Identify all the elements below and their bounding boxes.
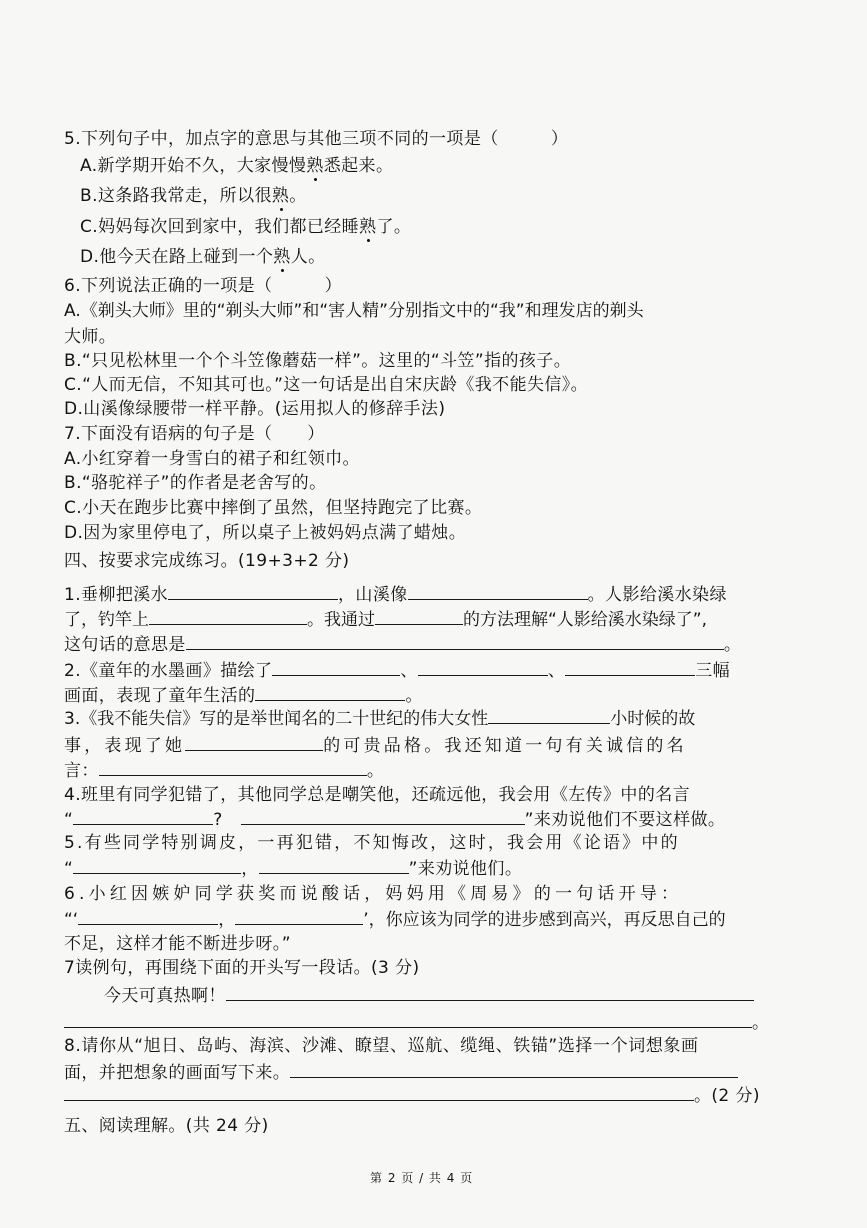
answer-blank[interactable] xyxy=(418,659,548,676)
s4-item8-line3: 。(2 分) xyxy=(64,1084,760,1107)
answer-blank[interactable] xyxy=(290,1061,738,1078)
q6-option-a: A.《剃头大师》里的“剃头大师”和“害人精”分别指文中的“我”和理发店的剃头 xyxy=(64,301,644,321)
q5-option-a: A.新学期开始不久，大家慢慢熟悉起来。 xyxy=(80,156,394,176)
answer-blank[interactable] xyxy=(73,857,241,874)
s4-item1-line2: 了，钓竿上 。我通过 的方法理解“人影给溪水染绿了”, xyxy=(64,610,708,630)
q6-option-a-cont: 大师。 xyxy=(64,327,117,347)
emphasis-dot-char: 熟 xyxy=(273,247,291,267)
s4-item1-line1: 1.垂柳把溪水 ，山溪像 。人影给溪水染绿 xyxy=(64,585,727,605)
answer-blank[interactable] xyxy=(565,659,695,676)
q7-option-b: B.“骆驼祥子”的作者是老舍写的。 xyxy=(64,473,327,493)
q6-option-b: B.“只见松林里一个个斗笠像蘑菇一样”。这里的“斗笠”指的孩子。 xyxy=(64,351,572,371)
answer-blank[interactable] xyxy=(64,1011,752,1028)
q7-stem: 7.下面没有语病的句子是（ ） xyxy=(64,424,325,444)
q5-option-d: D.他今天在路上碰到一个熟人。 xyxy=(80,247,326,267)
emphasis-dot-char: 熟 xyxy=(359,217,377,237)
q6-stem: 6.下列说法正确的一项是（ ） xyxy=(64,276,343,296)
q7-option-d: D.因为家里停电了，所以桌子上被妈妈点满了蜡烛。 xyxy=(64,523,467,543)
q6-option-d: D.山溪像绿腰带一样平静。(运用拟人的修辞手法) xyxy=(64,399,446,419)
s4-item7-prompt: 7读例句，再围绕下面的开头写一段话。(3 分) xyxy=(64,958,420,978)
answer-blank[interactable] xyxy=(64,1084,694,1101)
s4-item3-line3: 言： 。 xyxy=(64,761,385,781)
q5-option-c: C.妈妈每次回到家中，我们都已经睡熟了。 xyxy=(80,217,412,237)
s4-item2-line2: 画面，表现了童年生活的 。 xyxy=(64,686,423,706)
s4-item8-line1: 8.请你从“旭日、岛屿、海滨、沙滩、瞭望、巡航、缆绳、铁锚”选择一个词想象画 xyxy=(64,1036,699,1056)
q5-option-b: B.这条路我常走，所以很熟。 xyxy=(80,186,307,206)
q6-option-c: C.“人而无信，不知其可也。”这一句话是出自宋庆龄《我不能失信》。 xyxy=(64,375,589,395)
answer-blank[interactable] xyxy=(408,583,588,600)
s4-item5-line1: 5.有些同学特别调皮，一再犯错，不知悔改，这时，我会用《论语》中的 xyxy=(64,833,680,853)
answer-blank[interactable] xyxy=(272,659,400,676)
s4-item1-line3: 这句话的意思是 。 xyxy=(64,635,742,655)
s4-item2-line1: 2.《童年的水墨画》描绘了 、 、 三幅 xyxy=(64,661,731,681)
s4-item3-line2: 事，表现了她 的可贵品格。我还知道一句有关诚信的名 xyxy=(64,736,687,756)
answer-blank[interactable] xyxy=(73,808,213,825)
answer-blank[interactable] xyxy=(255,684,405,701)
page-number-footer: 第 2 页 / 共 4 页 xyxy=(370,1171,474,1185)
answer-blank[interactable] xyxy=(99,759,367,776)
s4-item7-line2: 。 xyxy=(64,1011,769,1034)
answer-blank[interactable] xyxy=(488,707,610,724)
s4-item7-opening: 今天可真热啊！ xyxy=(104,984,754,1007)
s4-item5-line2: “ ， ”来劝说他们。 xyxy=(64,859,523,879)
answer-blank[interactable] xyxy=(185,734,323,751)
answer-blank[interactable] xyxy=(375,608,463,625)
section-4-heading: 四、按要求完成练习。(19+3+2 分) xyxy=(64,551,350,571)
q7-option-c: C.小天在跑步比赛中摔倒了虽然，但坚持跑完了比赛。 xyxy=(64,498,483,518)
q5-stem: 5.下列句子中，加点字的意思与其他三项不同的一项是（ ） xyxy=(64,129,569,149)
answer-blank[interactable] xyxy=(235,908,363,925)
s4-item4-line2: “ ? ”来劝说他们不要这样做。 xyxy=(64,810,726,830)
answer-blank[interactable] xyxy=(168,583,338,600)
answer-blank[interactable] xyxy=(226,984,754,1001)
s4-item6-line3: 不足，这样才能不断进步呀。” xyxy=(64,934,291,954)
s4-item3-line1: 3.《我不能失信》写的是举世闻名的二十世纪的伟大女性 小时候的故 xyxy=(64,709,696,729)
s4-item4-line1: 4.班里有同学犯错了，其他同学总是嘲笑他，还疏远他，我会用《左传》中的名言 xyxy=(64,785,691,805)
s4-item6-line1: 6.小红因嫉妒同学获奖而说酸话，妈妈用《周易》的一句话开导： xyxy=(64,884,683,904)
answer-blank[interactable] xyxy=(241,808,525,825)
emphasis-dot-char: 熟 xyxy=(271,186,290,206)
answer-blank[interactable] xyxy=(186,633,724,650)
s4-item6-line2: “‘ ， ’，你应该为同学的进步感到高兴，再反思自己的 xyxy=(64,910,726,930)
answer-blank[interactable] xyxy=(78,908,218,925)
q7-option-a: A.小红穿着一身雪白的裙子和红领巾。 xyxy=(64,449,360,469)
answer-blank[interactable] xyxy=(259,857,409,874)
section-5-heading: 五、阅读理解。(共 24 分) xyxy=(64,1116,269,1136)
emphasis-dot-char: 熟 xyxy=(306,156,324,176)
answer-blank[interactable] xyxy=(149,608,307,625)
s4-item8-line2: 面，并把想象的画面写下来。 xyxy=(64,1061,738,1084)
